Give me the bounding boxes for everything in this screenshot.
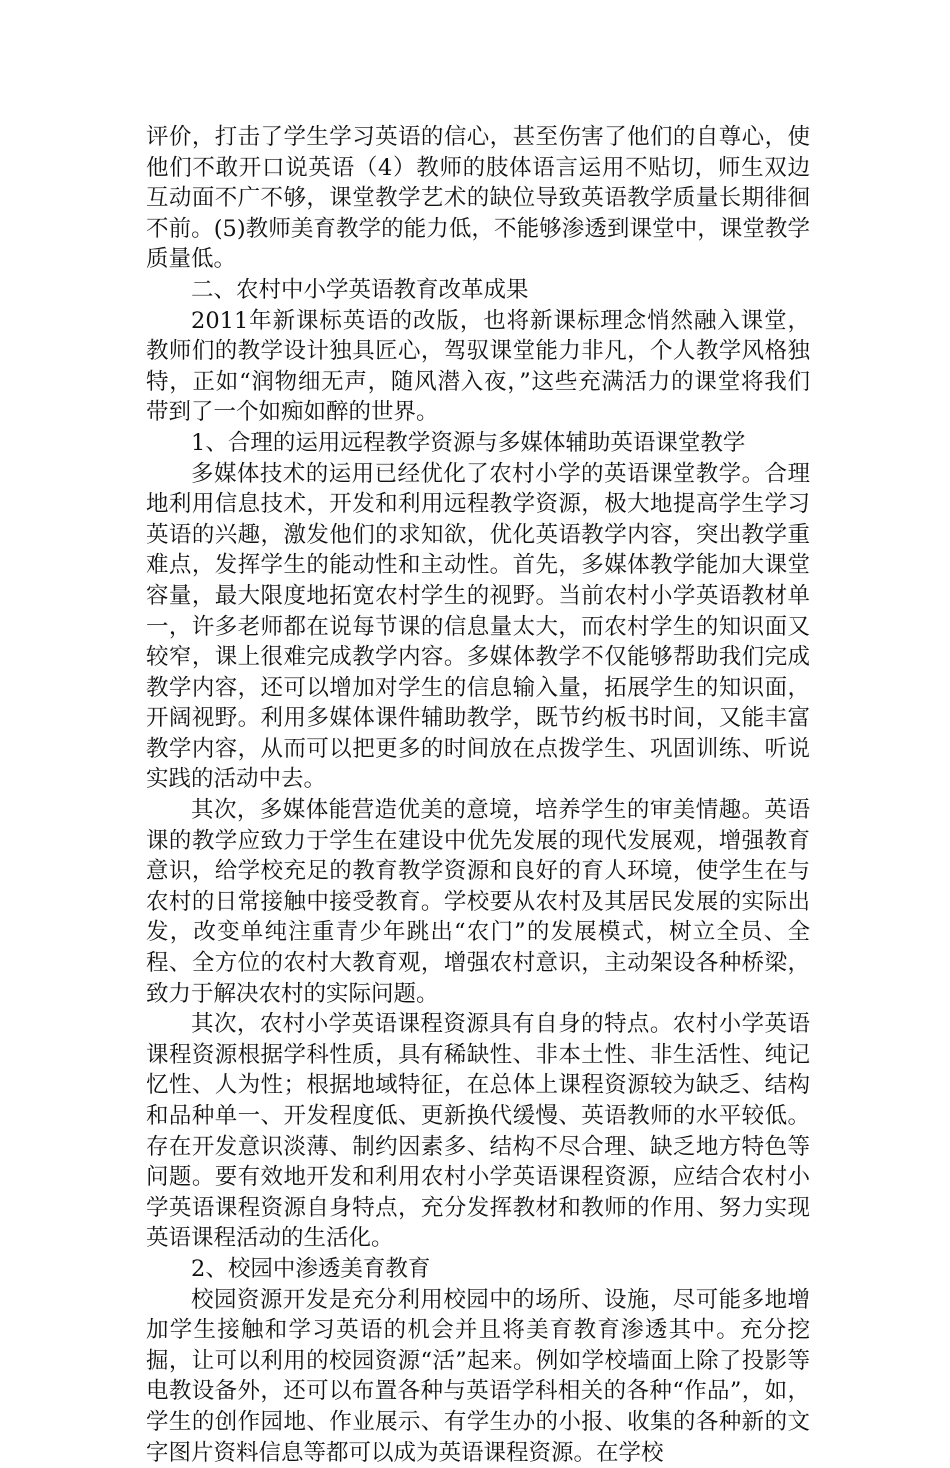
document-page: [146, 122, 810, 1468]
subheading-multimedia: 1、合理的运用远程教学资源与多媒体辅助英语课堂教学: [191, 429, 746, 456]
paragraph-new-curriculum: 2011年新课标英语的改版，也将新课标理念悄然融入课堂，教师们的教学设计独具匠心，驾驭课堂能力非凡，个人教学风格独特，正如“润物细无声，随风潜入夜，”这些充满活力的课堂将我们带到了一个如痴如醉的世界。: [146, 307, 810, 426]
paragraph-aesthetic-mood: 其次，多媒体能营造优美的意境，培养学生的审美情趣。英语课的教学应致力于学生在建设中优先发展的现代发展观，增强教育意识，给学校充足的教育教学资源和良好的育人环境，使学生在与农村的日常接触中接受教育。学校要从农村及其居民发展的实际出发，改变单纯注重青少年跳出“农门”的发展模式，树立全员、全程、全方位的农村大教育观，增强农村意识，主动架设各种桥梁，致力于解决农村的实际问题。: [146, 797, 810, 1007]
section-heading-reform-results: 二、农村中小学英语教育改革成果: [191, 276, 529, 303]
subheading-campus-aesthetics: 2、校园中渗透美育教育: [191, 1255, 431, 1282]
paragraph-multimedia-technology: 多媒体技术的运用已经优化了农村小学的英语课堂教学。合理地利用信息技术，开发和利用远程教学资源，极大地提高学生学习英语的兴趣，激发他们的求知欲，优化英语教学内容，突出教学重难点，发挥学生的能动性和主动性。首先，多媒体教学能加大课堂容量，最大限度地拓宽农村学生的视野。当前农村小学英语教材单一，许多老师都在说每节课的信息量太大，而农村学生的知识面又较窄，课上很难完成教学内容。多媒体教学不仅能够帮助我们完成教学内容，还可以增加对学生的信息输入量，拓展学生的知识面，开阔视野。利用多媒体课件辅助教学，既节约板书时间，又能丰富教学内容，从而可以把更多的时间放在点拨学生、巩固训练、听说实践的活动中去。: [146, 460, 810, 793]
paragraph-campus-resources: 校园资源开发是充分利用校园中的场所、设施，尽可能多地增加学生接触和学习英语的机会并且将美育教育渗透其中。充分挖掘，让可以利用的校园资源“活”起来。例如学校墙面上除了投影等电教设备外，还可以布置各种与英语学科相关的各种“作品”，如，学生的创作园地、作业展示、有学生办的小报、收集的各种新的文字图片资料信息等都可以成为英语课程资源。在学校: [146, 1286, 810, 1466]
paragraph-continuation: 评价，打击了学生学习英语的信心，甚至伤害了他们的自尊心，使他们不敢开口说英语（4）教师的肢体语言运用不贴切，师生双边互动面不广不够，课堂教学艺术的缺位导致英语教学质量长期徘徊不前。(5)教师美育教学的能力低，不能够渗透到课堂中，课堂教学质量低。: [146, 124, 810, 273]
paragraph-curriculum-resources: 其次，农村小学英语课程资源具有自身的特点。农村小学英语课程资源根据学科性质，具有稀缺性、非本土性、非生活性、纯记忆性、人为性；根据地域特征，在总体上课程资源较为缺乏、结构和品种单一、开发程度低、更新换代缓慢、英语教师的水平较低。存在开发意识淡薄、制约因素多、结构不尽合理、缺乏地方特色等问题。要有效地开发和利用农村小学英语课程资源，应结合农村小学英语课程资源自身特点，充分发挥教材和教师的作用、努力实现英语课程活动的生活化。: [146, 1011, 810, 1252]
